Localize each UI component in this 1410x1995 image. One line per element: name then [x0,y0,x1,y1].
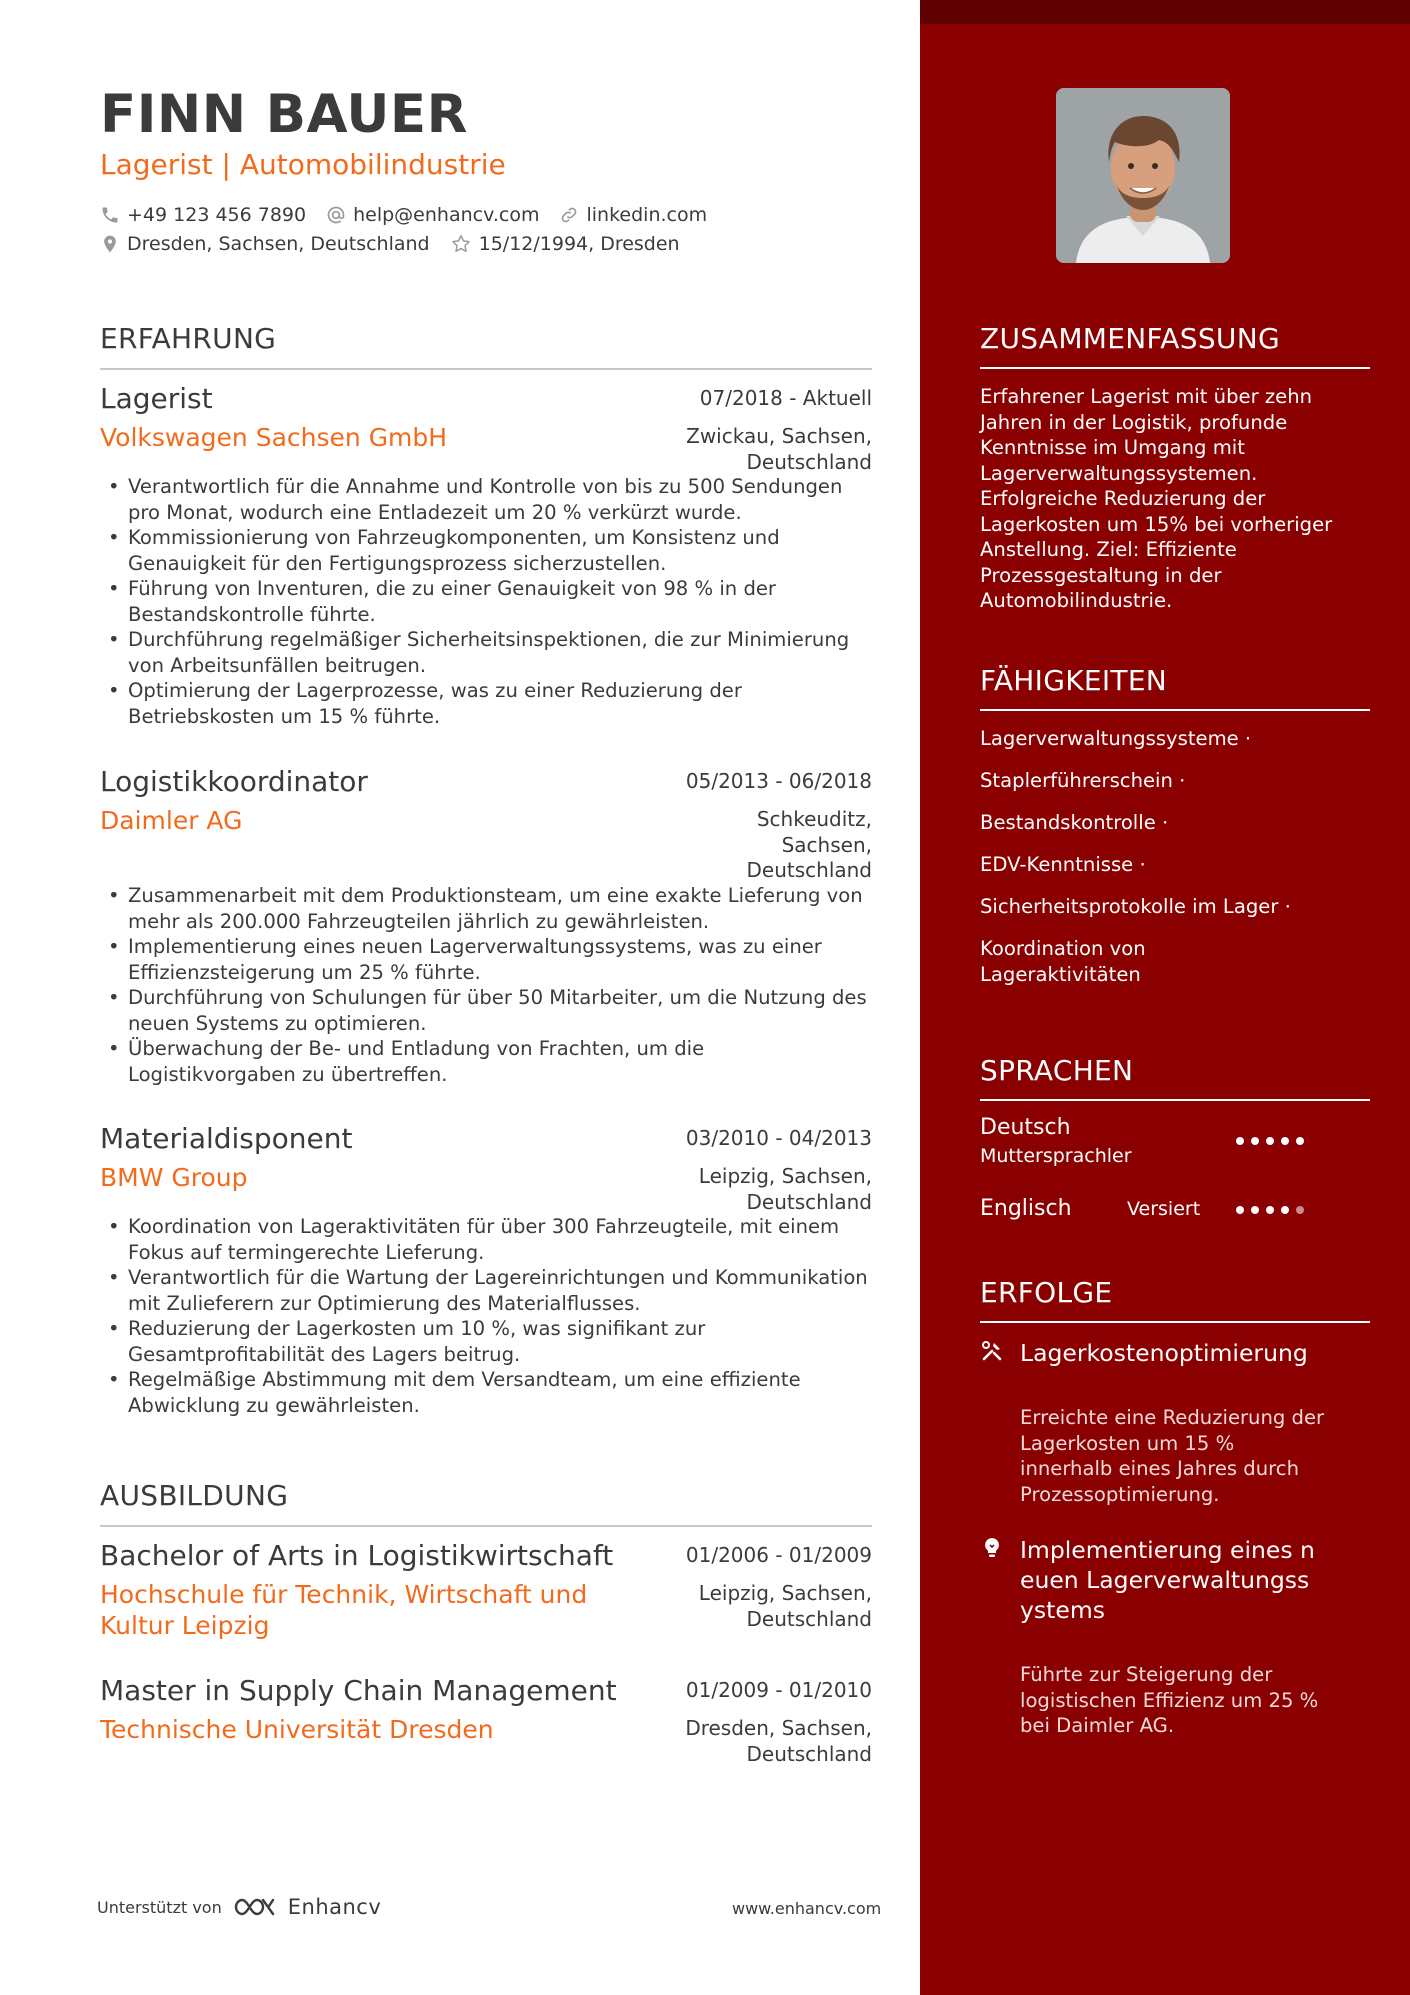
location-line: Deutschland [746,449,872,474]
rating-dot [1266,1206,1274,1214]
rating-dot [1296,1206,1304,1214]
language-rating [1236,1206,1311,1214]
phone-item[interactable] [100,204,306,226]
job-bullets [100,1214,872,1418]
experience-entry [100,765,872,1087]
job-date: 07/2018 - Aktuell [699,386,872,410]
contact-row [100,204,727,226]
skill-item: Staplerführerschein · [980,769,1186,792]
bullet-item: • Optimierung der Lagerprozesse, was zu einer Reduzierung der Betriebskosten um 15 % führte. [100,678,872,729]
bullet-item: • Koordination von Lageraktivitäten für über 300 Fahrzeugteile, mit einem Fokus auf termingerechte Lieferung. [100,1214,872,1265]
location-line: Zwickau, Sachsen, [686,424,872,448]
bullet-item: • Kommissionierung von Fahrzeugkomponenten, um Konsistenz und Genauigkeit für den Fertigungsprozess sicherzustellen. [100,525,872,576]
location-line: Deutschland [746,1189,872,1214]
sidebar-top-bar [920,0,1410,24]
language-level: Muttersprachler [980,1145,1132,1167]
bullet-item: • Führung von Inventuren, die zu einer Genauigkeit von 98 % in der Bestandskontrolle führte. [100,576,872,627]
rating-dot [1281,1137,1289,1145]
skill-item: Bestandskontrolle · [980,811,1169,834]
experience-entry [100,1122,872,1418]
job-location [699,1164,872,1215]
phone-text: +49 123 456 7890 [127,204,307,226]
location-line: Deutschland [746,1741,872,1766]
job-bullets [100,474,872,729]
rating-dot [1296,1137,1304,1145]
star-icon [450,233,472,255]
bullet-item: • Zusammenarbeit mit dem Produktionsteam, um eine exakte Lieferung von mehr als 200.000 Fahrzeugteilen jährlich zu gewährleisten. [100,883,872,934]
location-line: Sachsen, [781,832,872,857]
enhancv-logo-icon [232,1895,282,1919]
contact-row-2 [100,233,700,255]
education-location [699,1581,872,1632]
skill-item: Lagerverwaltungssysteme · [980,727,1252,750]
location-line: Deutschland [746,858,872,882]
job-title: Logistikkoordinator [100,765,368,798]
location-pin-icon [100,234,120,254]
language-level: Versiert [1127,1198,1201,1220]
job-date: 03/2010 - 04/2013 [685,1126,872,1150]
phone-icon [100,205,120,225]
company-name: BMW Group [100,1163,248,1192]
location-line: Leipzig, Sachsen, [698,1581,872,1605]
candidate-name: FINN BAUER [100,84,468,145]
rating-dot [1251,1137,1259,1145]
education-entry [100,1674,872,1766]
location-text: Dresden, Sachsen, Deutschland [127,233,430,255]
skill-item: Sicherheitsprotokolle im Lager · [980,895,1291,918]
email-item[interactable] [326,204,539,226]
job-bullets [100,883,872,1087]
bullet-item: • Regelmäßige Abstimmung mit dem Versandteam, um eine effiziente Abwicklung zu gewährleisten. [100,1367,872,1418]
achievement-desc: Erreichte eine Reduzierung der Lagerkosten um 15 % innerhalb eines Jahres durch Prozessoptimierung. [1020,1406,1325,1506]
location-line: Dresden, Sachsen, [685,1716,872,1740]
birth-item [450,233,680,255]
headline: Lagerist | Automobilindustrie [100,148,506,181]
language-name: Deutsch [980,1115,1071,1140]
bullet-item: • Verantwortlich für die Annahme und Kontrolle von bis zu 500 Sendungen pro Monat, wodurch eine Entladezeit um 20 % verkürzt wurde. [100,474,872,525]
bullet-item: • Überwachung der Be- und Entladung von Frachten, um die Logistikvorgaben zu übertreffen. [100,1036,872,1087]
job-date: 05/2013 - 06/2018 [685,769,872,793]
language-rating [1236,1137,1311,1145]
company-name: Daimler AG [100,806,243,835]
languages-title: SPRACHEN [980,1054,1370,1101]
achievements-title: ERFOLGE [980,1276,1370,1323]
job-location [686,424,872,475]
link-icon [559,205,579,225]
achievement-title: Implementierung eines neuen Lagerverwaltungssystems [1020,1536,1315,1624]
location-line: Deutschland [746,1606,872,1631]
powered-by-text: Unterstützt von [97,1897,222,1917]
achievement-desc: Führte zur Steigerung der logistischen Effizienz um 25 % bei Daimler AG. [1020,1663,1319,1737]
degree-title: Bachelor of Arts in Logistikwirtschaft [100,1539,614,1572]
lightbulb-icon [980,1536,1004,1560]
company-name: Volkswagen Sachsen GmbH [100,423,448,452]
language-name: Englisch [980,1196,1072,1221]
summary-text: Erfahrener Lagerist mit über zehn Jahren in der Logistik, profunde Kenntnisse im Umgang mit Lagerverwaltungssystemen. Erfolgreiche Reduzierung der Lagerkosten um 15% bei vorheriger Anstellung. Ziel: Effiziente Prozessgestaltung in der Automobilindustrie. [980,385,1333,612]
experience-section-title: ERFAHRUNG [100,322,872,370]
achievement-title: Lagerkostenoptimierung [1020,1339,1308,1367]
footer-url[interactable]: www.enhancv.com [732,1899,882,1918]
bullet-item: • Durchführung von Schulungen für über 50 Mitarbeiter, um die Nutzung des neuen Systems zu optimieren. [100,985,872,1036]
tools-icon [980,1339,1004,1363]
birth-text: 15/12/1994, Dresden [478,233,680,255]
skills-title: FÄHIGKEITEN [980,664,1370,711]
job-title: Materialdisponent [100,1122,353,1155]
rating-dot [1251,1206,1259,1214]
linkedin-item[interactable] [559,204,707,226]
profile-photo [1056,88,1230,263]
location-line: Schkeuditz, [756,807,872,831]
summary-title: ZUSAMMENFASSUNG [980,322,1370,369]
education-section-title: AUSBILDUNG [100,1479,872,1527]
bullet-item: • Verantwortlich für die Wartung der Lagereinrichtungen und Kommunikation mit Zulieferern zur Optimierung des Materialflusses. [100,1265,872,1316]
at-icon [326,205,346,225]
sidebar [920,0,1410,1995]
brand-name: Enhancv [287,1895,382,1919]
email-text: help@enhancv.com [353,204,540,226]
skill-item: EDV-Kenntnisse · [980,853,1146,876]
bullet-item: • Durchführung regelmäßiger Sicherheitsinspektionen, die zur Minimierung von Arbeitsunfällen beitrugen. [100,627,872,678]
school-name: Hochschule für Technik, Wirtschaft und Kultur Leipzig [100,1580,588,1640]
school-name: Technische Universität Dresden [100,1715,494,1744]
education-date: 01/2006 - 01/2009 [685,1543,872,1567]
rating-dot [1236,1137,1244,1145]
job-title: Lagerist [100,382,213,415]
bullet-item: • Implementierung eines neuen Lagerverwaltungssystems, was zu einer Effizienzsteigerung um 25 % führte. [100,934,872,985]
footer-powered-by[interactable] [97,1895,381,1919]
job-location [747,807,873,884]
bullet-item: • Reduzierung der Lagerkosten um 10 %, was signifikant zur Gesamtprofitabilität des Lagers beitrug. [100,1316,872,1367]
location-item [100,233,430,255]
rating-dot [1266,1137,1274,1145]
degree-title: Master in Supply Chain Management [100,1674,617,1707]
education-date: 01/2009 - 01/2010 [685,1678,872,1702]
rating-dot [1281,1206,1289,1214]
education-entry [100,1539,872,1641]
rating-dot [1236,1206,1244,1214]
location-line: Leipzig, Sachsen, [698,1164,872,1188]
education-location [685,1716,872,1767]
linkedin-text: linkedin.com [586,204,708,226]
skill-item: Koordination von Lageraktivitäten [980,937,1146,986]
experience-entry [100,382,872,729]
